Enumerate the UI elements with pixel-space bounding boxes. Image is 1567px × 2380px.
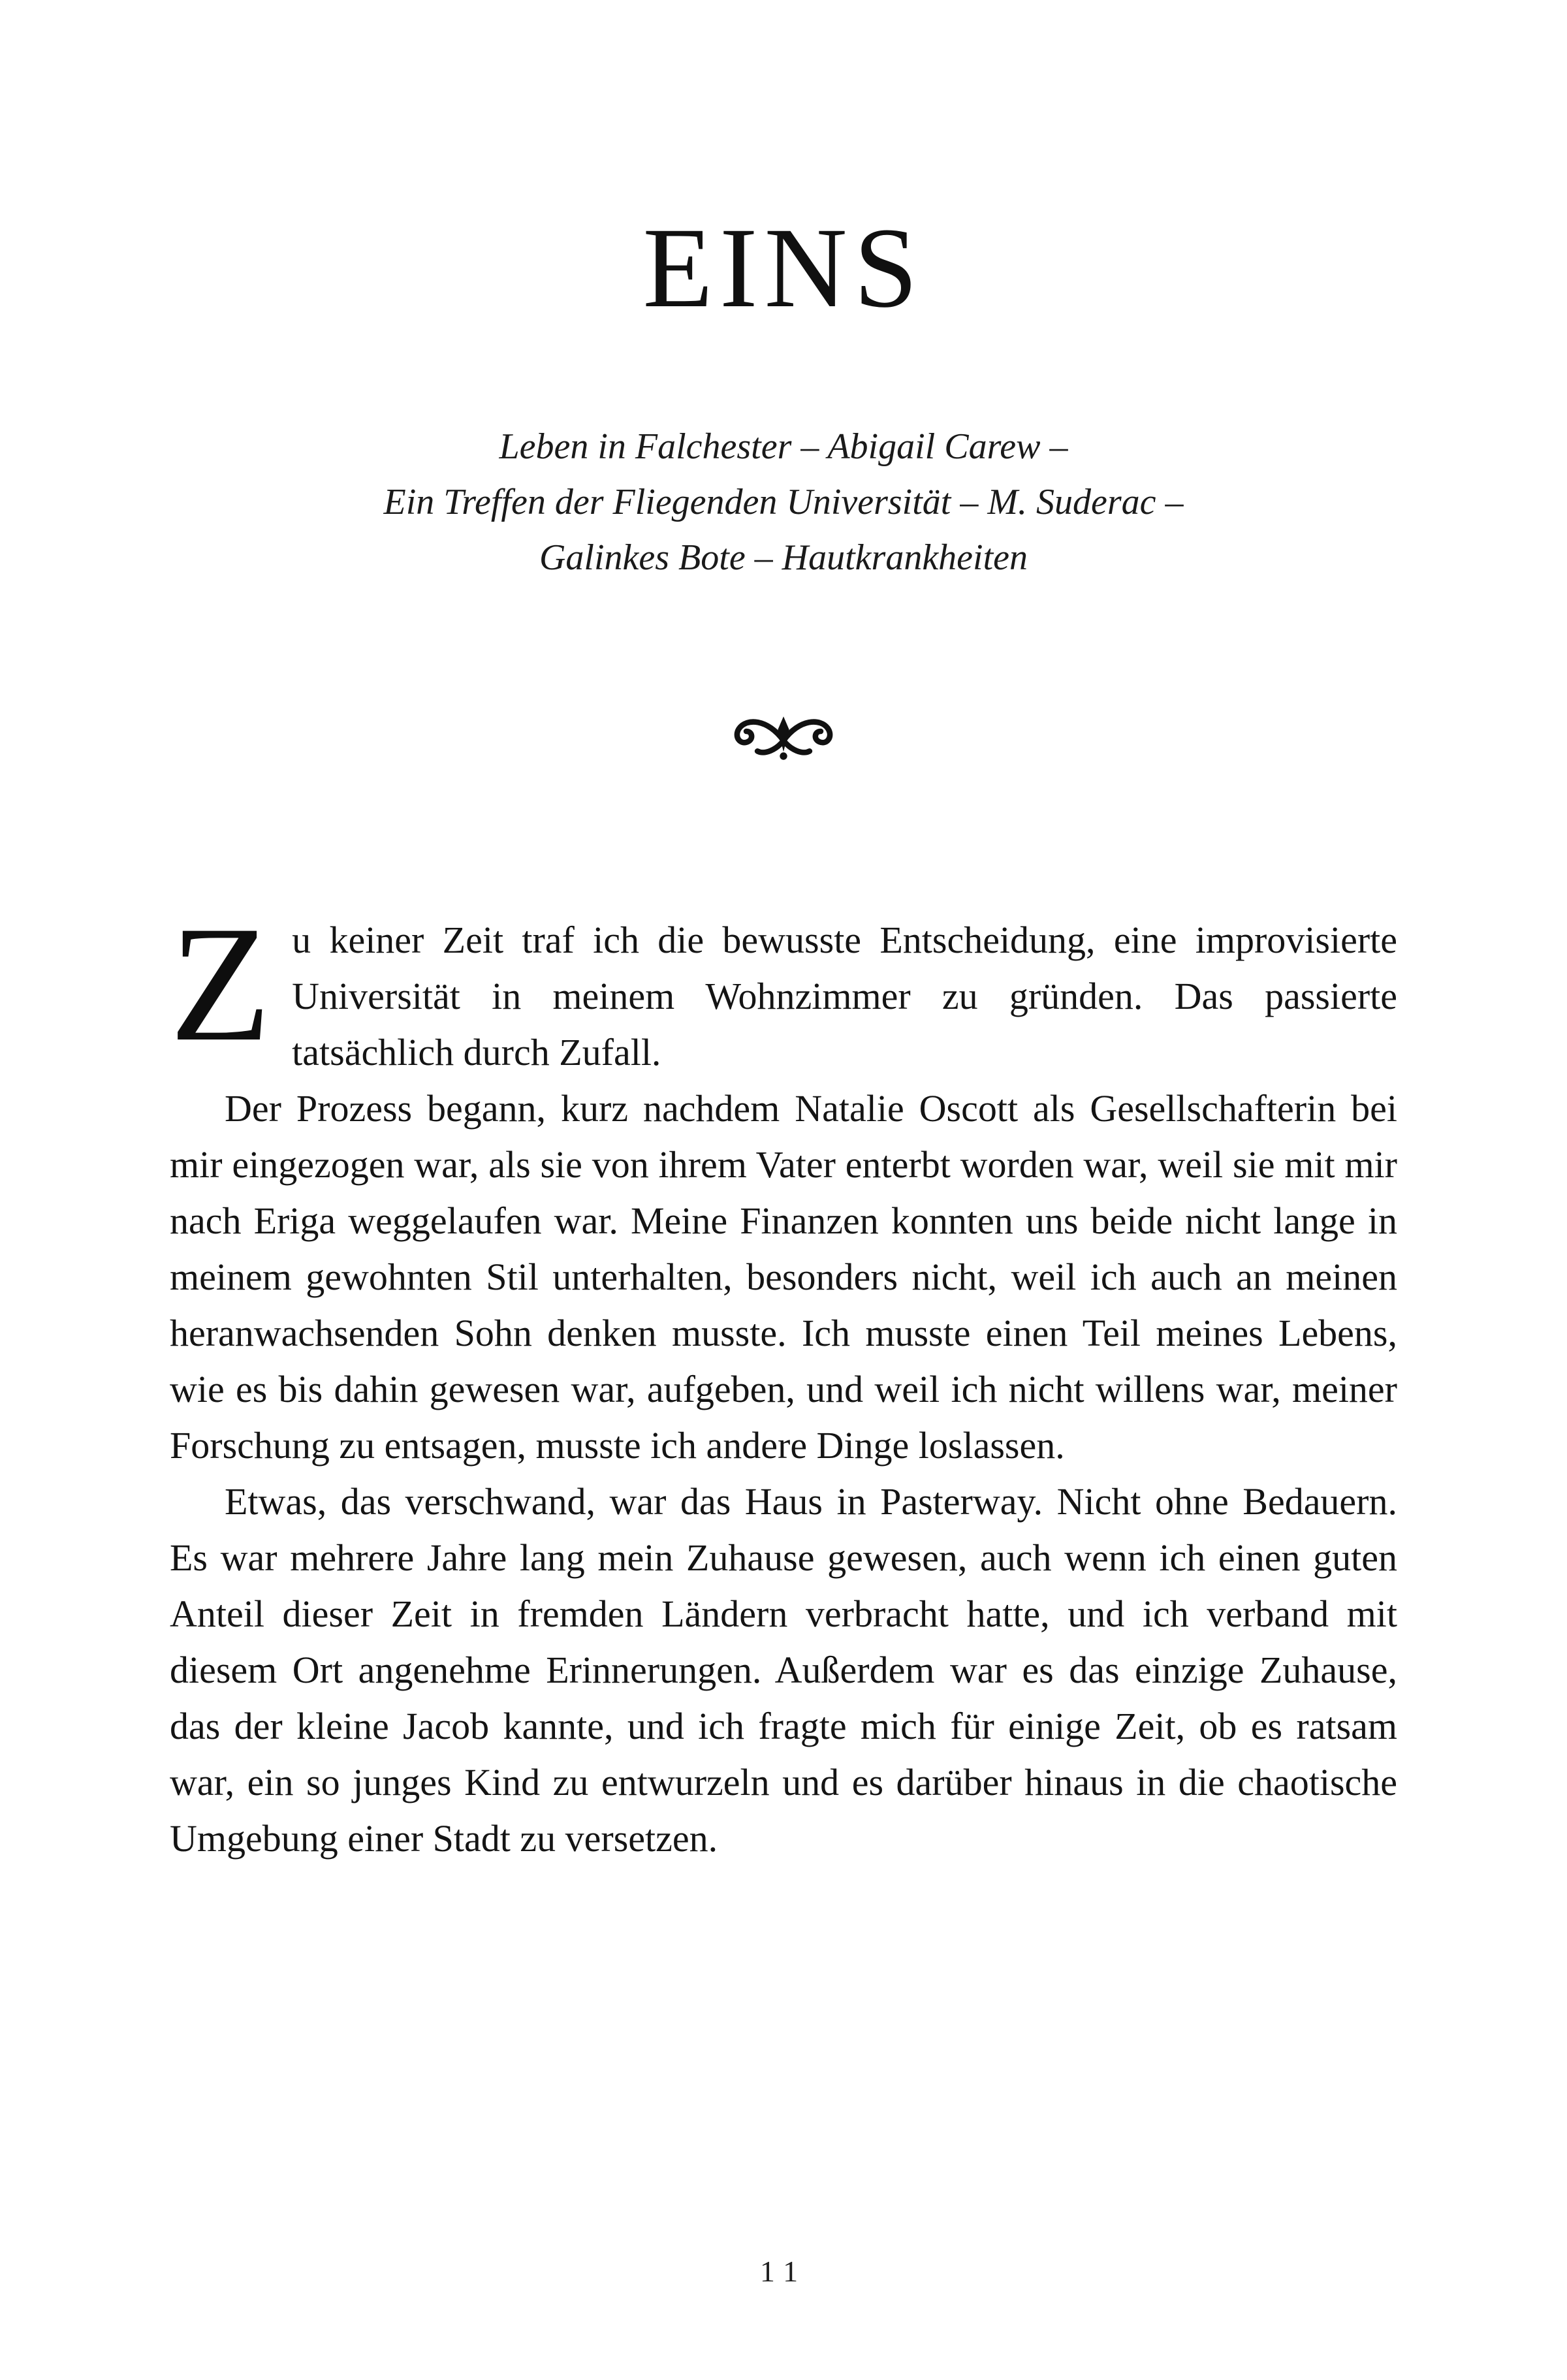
chapter-ornament-icon bbox=[0, 706, 1567, 769]
subtitle-line: Galinkes Bote – Hautkrankheiten bbox=[539, 537, 1028, 579]
paragraph-text: u keiner Zeit traf ich die bewusste Entscheidung, eine improvisierte Universität in meinem Wohnzimmer zu gründen. Das passierte tatsächlich durch Zufall. bbox=[292, 919, 1397, 1074]
chapter-title: EINS bbox=[642, 204, 925, 332]
paragraph bbox=[170, 892, 1397, 1081]
subtitle-line: Leben in Falchester – Abigail Carew – bbox=[499, 426, 1068, 467]
paragraph: Etwas, das verschwand, war das Haus in Pasterway. Nicht ohne Bedauern. Es war mehrere Jahre lang mein Zuhause gewesen, auch wenn ich einen guten Anteil dieser Zeit in fremden Ländern verbracht hatte, und ich verband mit diesem Ort angenehme Erinnerungen. Außerdem war es das einzige Zuhause, das der kleine Jacob kannte, und ich fragte mich für einige Zeit, ob es ratsam war, ein so junges Kind zu entwurzeln und es darüber hinaus in die chaotische Umgebung einer Stadt zu versetzen. bbox=[170, 1480, 1397, 1860]
chapter-body bbox=[170, 892, 1397, 1867]
drop-cap: Z bbox=[170, 892, 272, 1076]
page-number: 11 bbox=[759, 2255, 808, 2288]
paragraph: Der Prozess begann, kurz nachdem Natalie Oscott als Gesellschafterin bei mir eingezogen war, als sie von ihrem Vater enterbt worden war, weil sie mit mir nach Eriga weggelaufen war. Meine Finanzen konnten uns beide nicht lange in meinem gewohnten Stil unterhalten, besonders nicht, weil ich auch an meinen heranwachsenden Sohn denken musste. Ich musste einen Teil meines Lebens, wie es bis dahin gewesen war, aufgeben, und weil ich nicht willens war, meiner Forschung zu entsagen, musste ich andere Dinge loslassen. bbox=[170, 1087, 1397, 1467]
subtitle-line: Ein Treffen der Fliegenden Universität – M. Suderac – bbox=[383, 482, 1184, 523]
chapter-subtitle bbox=[0, 419, 1567, 586]
